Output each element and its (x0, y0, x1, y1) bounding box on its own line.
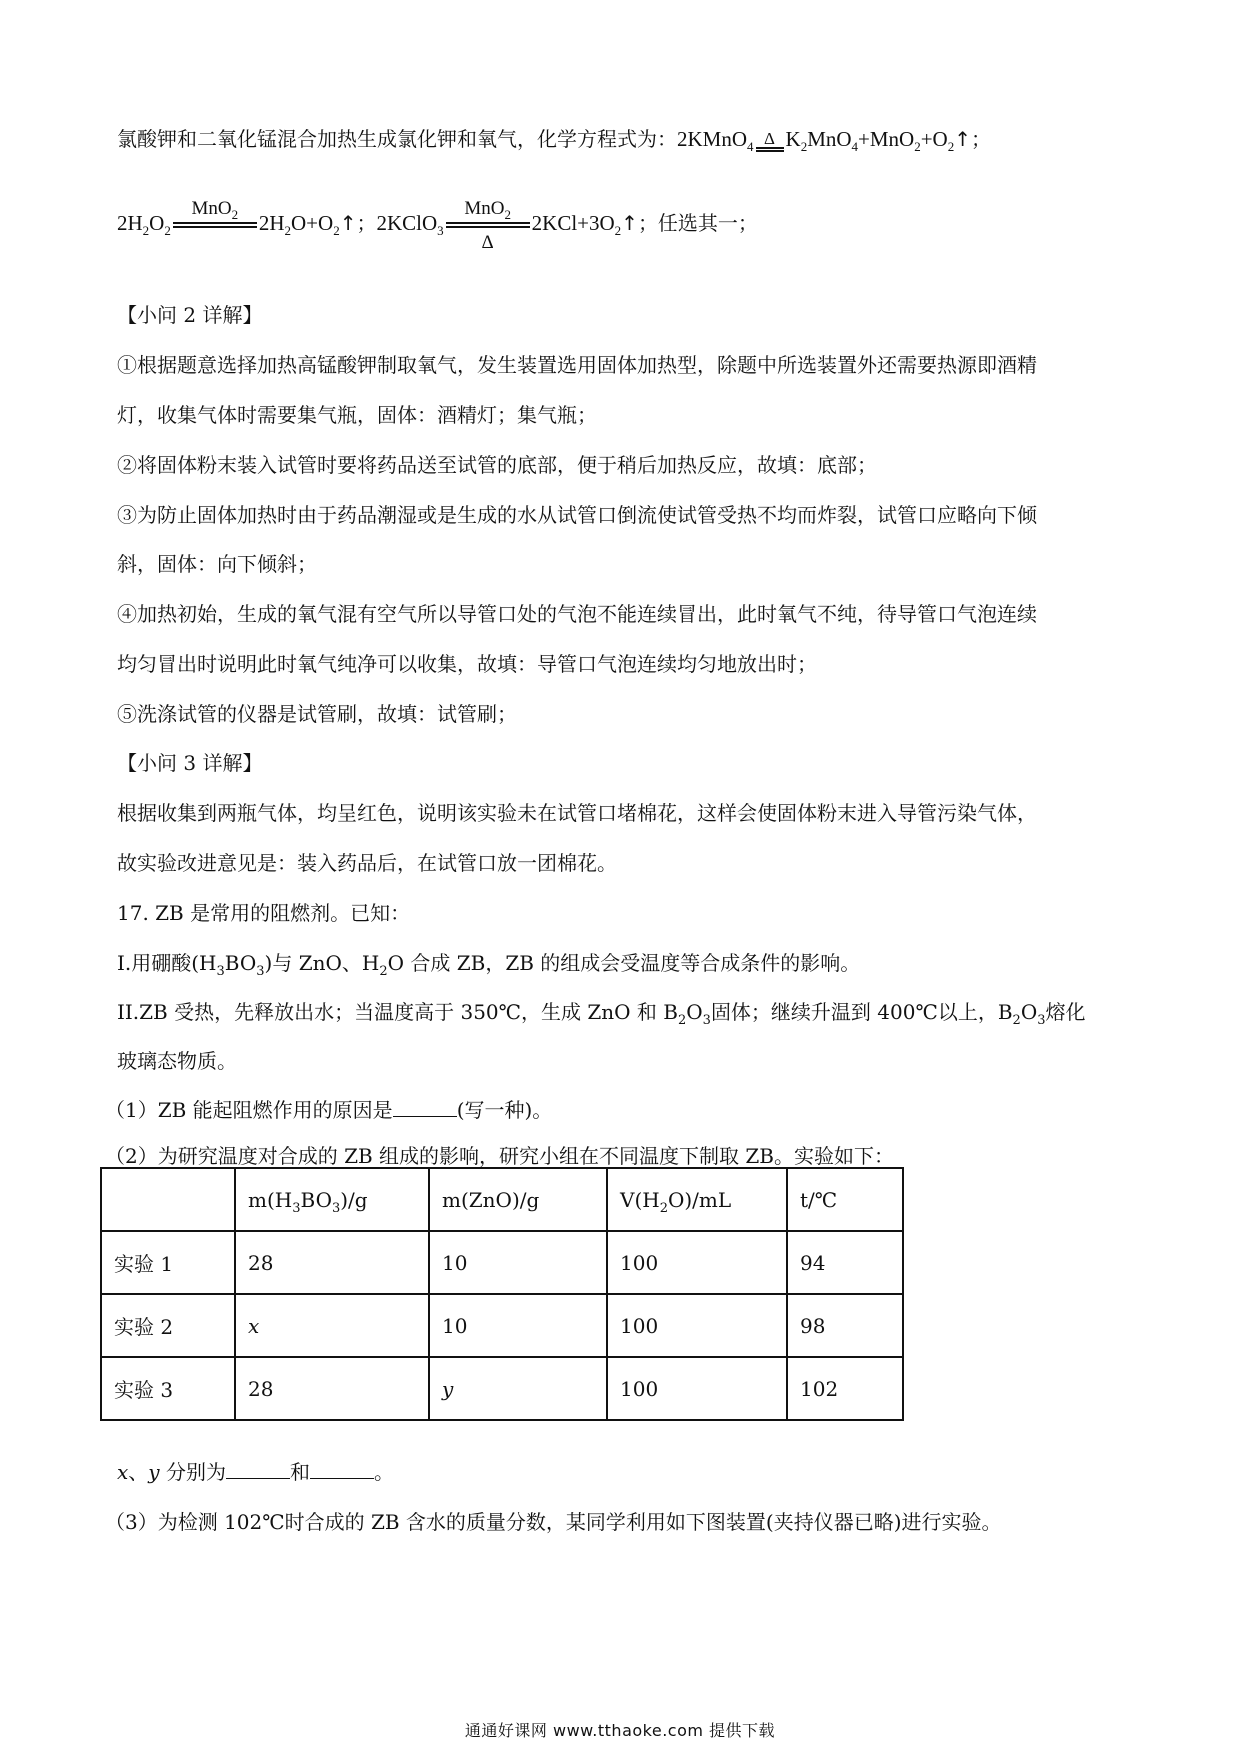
h2o2-equation: $2H_2O_2$ MnO$_2$ $2H_2O+O_2↑$ (117, 198, 357, 238)
sub-question-1: （1）ZB 能起阻燃作用的原因是 (写一种)。 (105, 1098, 553, 1122)
gas-arrow-icon: ↑ (339, 211, 357, 235)
q2-line-3: ②将固体粉末装入试管时要将药品送至试管的底部，便于稍后加热反应，故填：底部； (117, 453, 877, 477)
q3-line-2: 故实验改进意见是：装入药品后，在试管口放一团棉花。 (117, 851, 617, 875)
known-condition-2-cont: 玻璃态物质。 (117, 1049, 237, 1073)
table-header-cell: m(ZnO)/g (429, 1168, 607, 1231)
equation-intro-text: 氯酸钾和二氧化锰混合加热生成氯化钾和氧气，化学方程式为： (117, 127, 677, 151)
table-cell: 94 (787, 1231, 903, 1294)
answer-blank[interactable] (393, 1096, 457, 1117)
q2-line-5: 斜，固体：向下倾斜； (117, 552, 317, 576)
table-header-cell: $V(H_2O)/mL$ (607, 1168, 787, 1231)
heat-condition: Δ (756, 131, 784, 152)
table-row (101, 1231, 903, 1294)
catalyst-heat-condition: MnO$_2$ Δ (446, 222, 530, 228)
q2-line-7: 均匀冒出时说明此时氧气纯净可以收集，故填：导管口气泡连续均匀地放出时； (117, 652, 817, 676)
experiment-table (100, 1167, 904, 1421)
problem-17-title: 17. ZB 是常用的阻燃剂。已知： (117, 901, 411, 925)
table-cell: 100 (607, 1357, 787, 1420)
table-cell: x (235, 1294, 429, 1357)
q3-header: 【小问 3 详解】 (117, 751, 263, 775)
catalyst-condition: MnO$_2$ (173, 222, 257, 228)
gas-arrow-icon: ↑ (621, 211, 638, 235)
table-cell: 100 (607, 1231, 787, 1294)
table-cell: 实验 1 (101, 1231, 235, 1294)
kclo3-equation: 2KClO$_3$ MnO$_2$ Δ $2KCl+3O_2↑$ (376, 198, 638, 254)
known-condition-1: I.用硼酸$(H_3BO_3)$与 ZnO、$H_2O$ 合成 ZB，ZB 的组成会受温度等合成条件的影响。 (117, 951, 861, 979)
table-header-row (101, 1168, 903, 1231)
table-cell: 98 (787, 1294, 903, 1357)
q2-line-1: ①根据题意选择加热高锰酸钾制取氧气，发生装置选用固体加热型，除题中所选装置外还需要热源即酒精 (117, 353, 1037, 377)
table-row (101, 1294, 903, 1357)
table-cell: 28 (235, 1231, 429, 1294)
table-cell: 28 (235, 1357, 429, 1420)
table-row (101, 1357, 903, 1420)
page-footer: 通通好课网 www.tthaoke.com 提供下载 (464, 1721, 776, 1740)
q2-line-6: ④加热初始，生成的氧气混有空气所以导管口处的气泡不能连续冒出，此时氧气不纯，待导管口气泡连续 (117, 602, 1037, 626)
table-header-cell: $m(H_3BO_3)/g$ (235, 1168, 429, 1231)
sub-question-2: （2）为研究温度对合成的 ZB 组成的影响，研究小组在不同温度下制取 ZB。实验如下： (105, 1144, 894, 1168)
q2-line-8: ⑤洗涤试管的仪器是试管刷，故填：试管刷； (117, 702, 517, 726)
q3-line-1: 根据收集到两瓶气体，均呈红色，说明该实验未在试管口堵棉花，这样会使固体粉末进入导管污染气体， (117, 801, 1037, 825)
answer-blank-y[interactable] (310, 1458, 374, 1479)
table-cell: 100 (607, 1294, 787, 1357)
equation-line-1: 氯酸钾和二氧化锰混合加热生成氯化钾和氧气，化学方程式为：2KMnO$_4$ Δ $K_2MnO_4+MnO_2+O_2↑$； (117, 127, 991, 154)
table-cell: 实验 2 (101, 1294, 235, 1357)
table-header-cell (101, 1168, 235, 1231)
table-cell: y (429, 1357, 607, 1420)
table-cell: 102 (787, 1357, 903, 1420)
equation-line-2: $2H_2O_2$ MnO$_2$ $2H_2O+O_2↑$；2KClO$_3$ MnO$_2$ Δ $2KCl+3O_2↑$；任选其一； (117, 198, 758, 254)
q2-line-4: ③为防止固体加热时由于药品潮湿或是生成的水从试管口倒流使试管受热不均而炸裂，试管口应略向下倾 (117, 503, 1037, 527)
table-cell: 10 (429, 1231, 607, 1294)
sub-question-3: （3）为检测 102℃时合成的 ZB 含水的质量分数，某同学利用如下图装置(夹持仪器已略)进行实验。 (105, 1510, 1002, 1534)
q2-line-2: 灯，收集气体时需要集气瓶，固体：酒精灯；集气瓶； (117, 403, 597, 427)
table-cell: 10 (429, 1294, 607, 1357)
table-header-cell: t/℃ (787, 1168, 903, 1231)
gas-arrow-icon: ↑ (954, 127, 971, 151)
q2-header: 【小问 2 详解】 (117, 303, 263, 327)
answer-blank-x[interactable] (226, 1458, 290, 1479)
table-cell: 实验 3 (101, 1357, 235, 1420)
kmno4-equation: 2KMnO$_4$ Δ $K_2MnO_4+MnO_2+O_2↑$ (677, 127, 971, 154)
xy-question: x、y 分别为 和 。 (117, 1460, 394, 1484)
known-condition-2: II.ZB 受热，先释放出水；当温度高于 350℃，生成 ZnO 和 $B_2O_3$固体；继续升温到 400℃以上，$B_2O_3$熔化 (117, 1000, 1086, 1028)
